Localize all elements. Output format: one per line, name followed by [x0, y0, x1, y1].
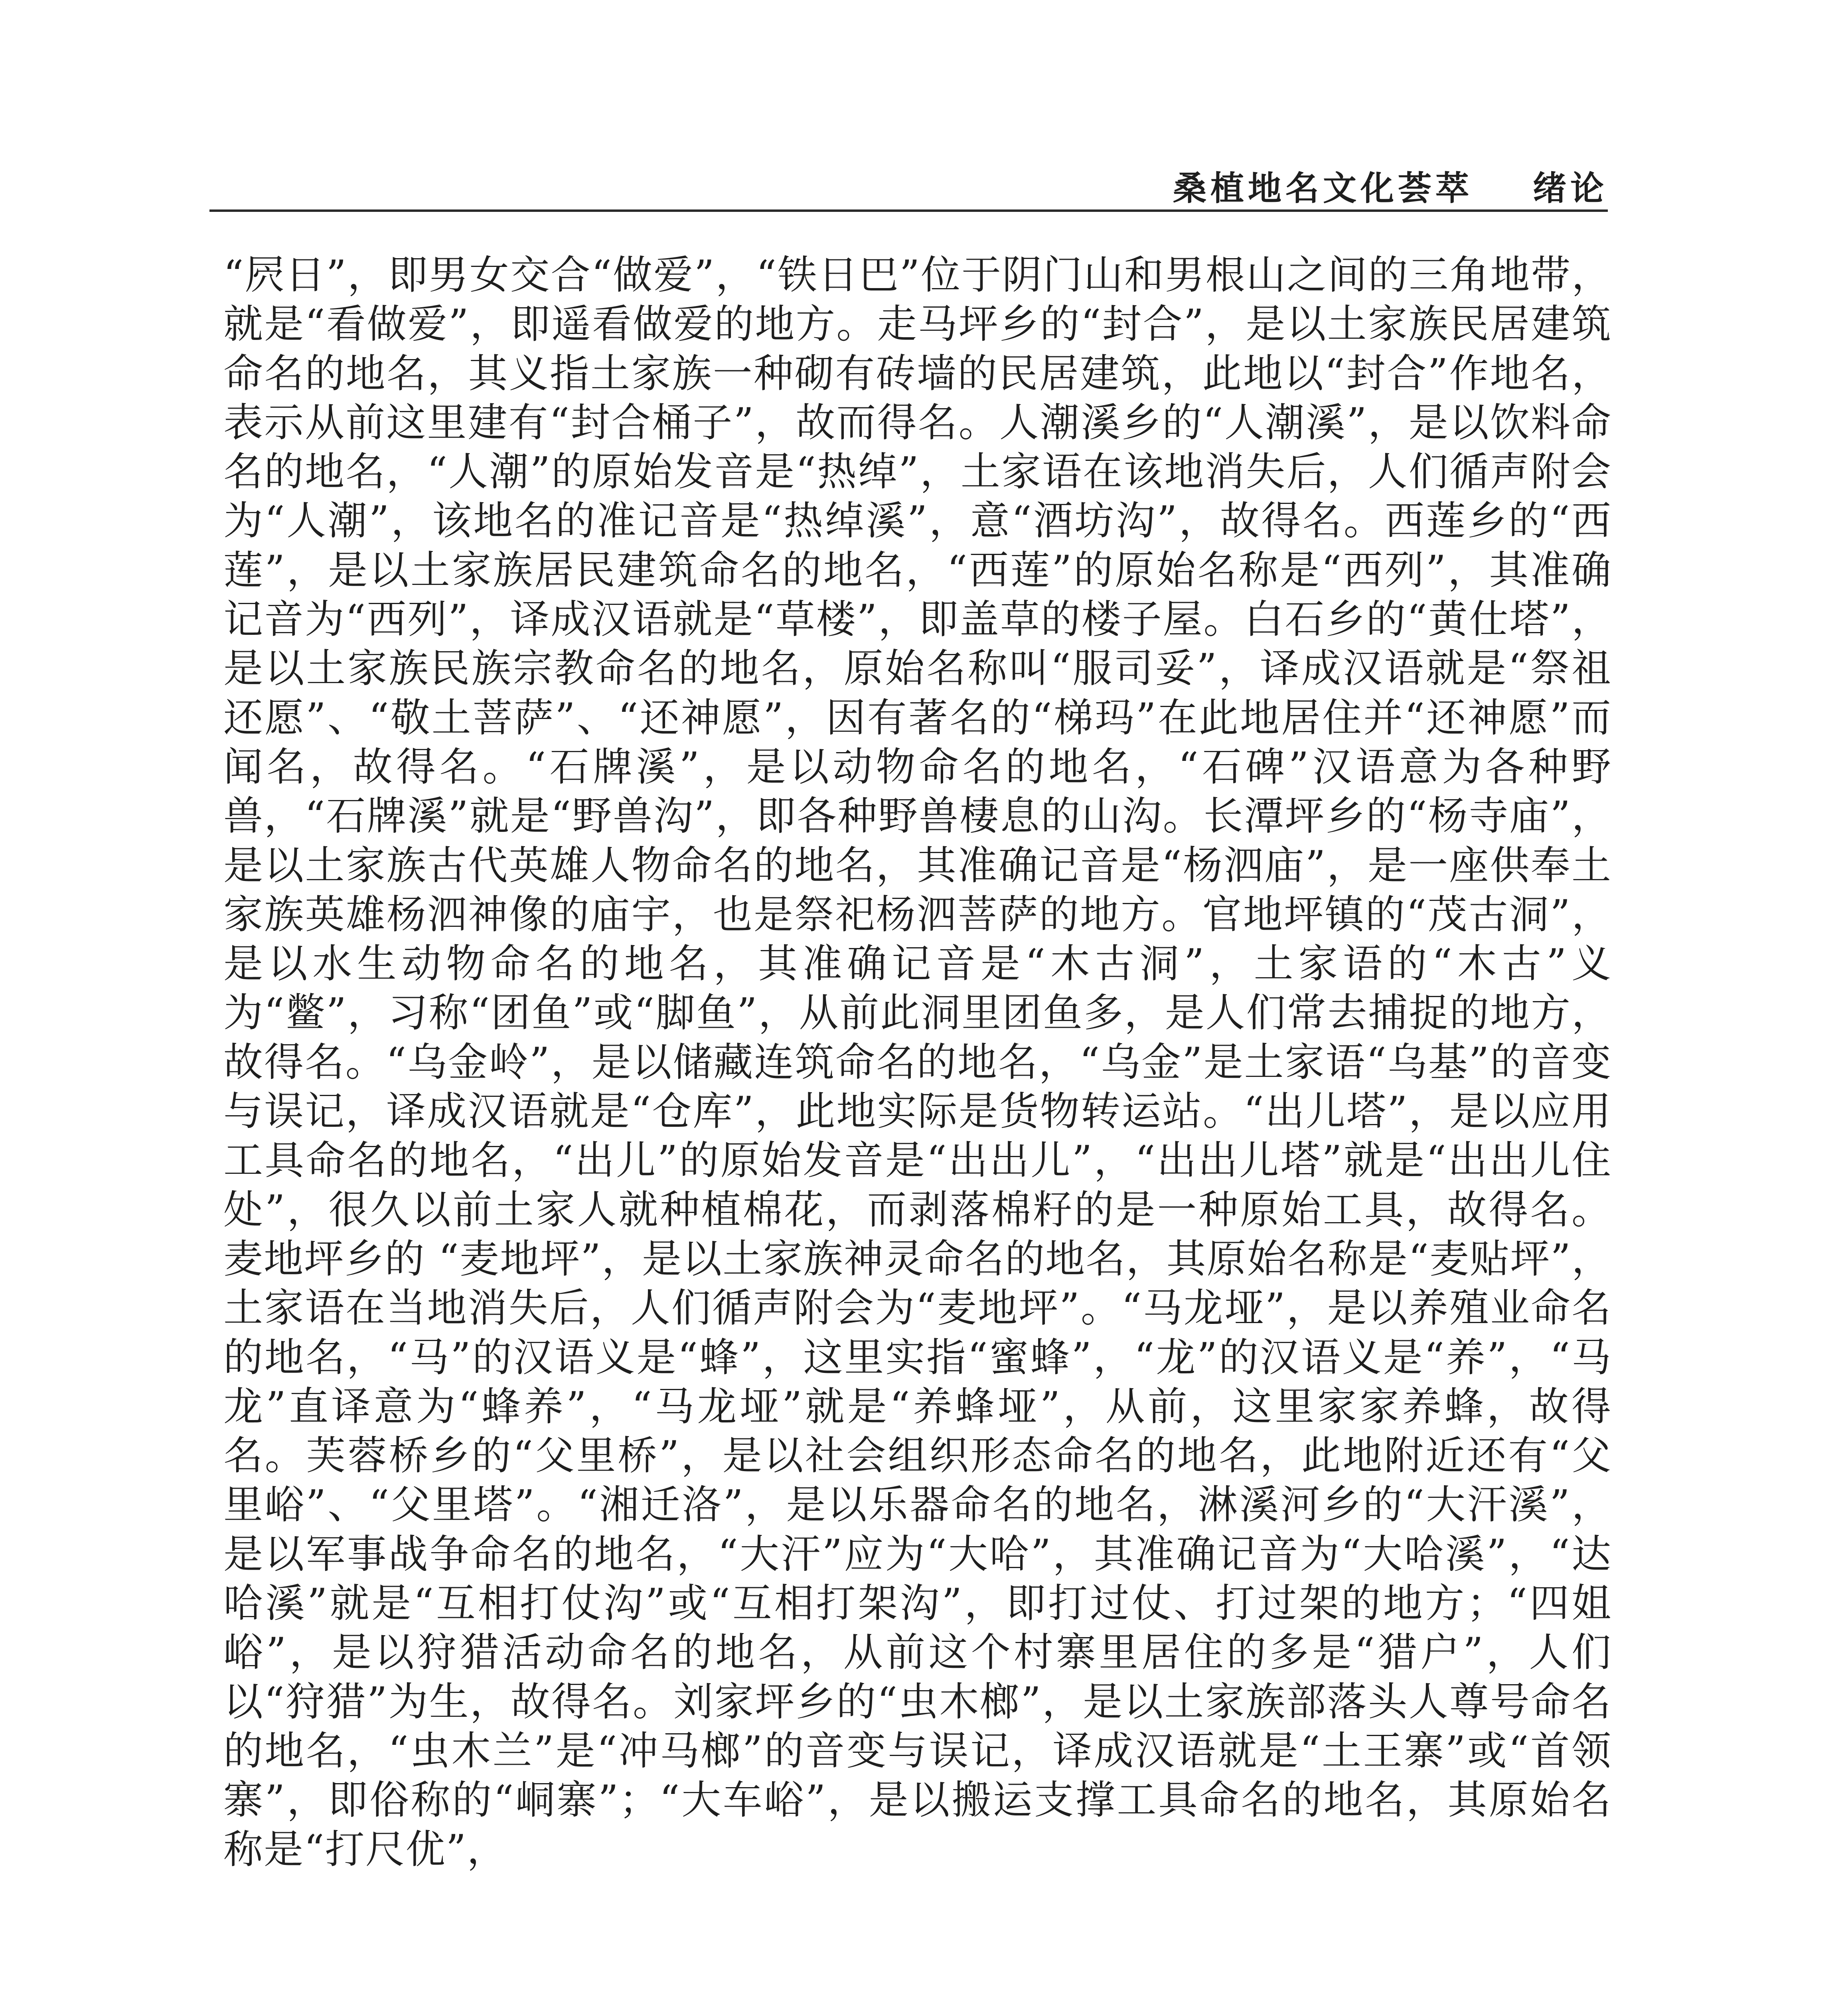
body-paragraph: “屄日”，即男女交合“做爱”，“铁日巴”位于阴门山和男根山之间的三角地带，就是“看做爱”，即遥看做爱的地方。走马坪乡的“封合”，是以土家族民居建筑命名的地名，其义指土家族一种砌有砖墙的民居建筑，此地以“封合”作地名，表示从前这里建有“封合桶子”，故而得名。人潮溪乡的“人潮溪”，是以饮料命名的地名，“人潮”的原始发音是“热绰”，土家语在该地消失后，人们循声附会为“人潮”，该地名的准记音是“热绰溪”，意“酒坊沟”，故得名。西莲乡的“西莲”，是以土家族居民建筑命名的地名，“西莲”的原始名称是“西列”，其准确记音为“西列”，译成汉语就是“草楼”，即盖草的楼子屋。白石乡的“黄仕塔”，是以土家族民族宗教命名的地名，原始名称叫“服司妥”，译成汉语就是“祭祖还愿”、“敬土菩萨”、“还神愿”，因有著名的“梯玛”在此地居住并“还神愿”而闻名，故得名。“石牌溪”，是以动物命名的地名，“石碑”汉语意为各种野兽，“石牌溪”就是“野兽沟”，即各种野兽棲息的山沟。长潭坪乡的“杨寺庙”，是以土家族古代英雄人物命名的地名，其准确记音是“杨泗庙”，是一座供奉土家族英雄杨泗神像的庙宇，也是祭祀杨泗菩萨的地方。官地坪镇的“茂古洞”，是以水生动物命名的地名，其准确记音是“木古洞”，土家语的“木古”义为“鳖”，习称“团鱼”或“脚鱼”，从前此洞里团鱼多，是人们常去捕捉的地方，故得名。“乌金岭”，是以储藏连筑命名的地名，“乌金”是土家语“乌基”的音变与误记，译成汉语就是“仓库”，此地实际是货物转运站。“出儿塔”，是以应用工具命名的地名，“出儿”的原始发音是“出出儿”，“出出儿塔”就是“出出儿住处”，很久以前土家人就种植棉花，而剥落棉籽的是一种原始工具，故得名。麦地坪乡的 “麦地坪”，是以土家族神灵命名的地名，其原始名称是“麦贴坪”，土家语在当地消失后，人们循声附会为“麦地坪”。“马龙垭”，是以养殖业命名的地名，“马”的汉语义是“蜂”，这里实指“蜜蜂”，“龙”的汉语义是“养”，“马龙”直译意为“蜂养”，“马龙垭”就是“养蜂垭”，从前，这里家家养蜂，故得名。芙蓉桥乡的“父里桥”，是以社会组织形态命名的地名，此地附近还有“父里峪”、“父里塔”。“湘迁洛”，是以乐器命名的地名，淋溪河乡的“大汗溪”，是以军事战争命名的地名，“大汗”应为“大哈”，其准确记音为“大哈溪”，“达哈溪”就是“互相打仗沟”或“互相打架沟”，即打过仗、打过架的地方；“四姐峪”，是以狩猎活动命名的地名，从前这个村寨里居住的多是“猎户”，人们以“狩猎”为生，故得名。刘家坪乡的“虫木榔”，是以土家族部落头人尊号命名的地名，“虫木兰”是“冲马榔”的音变与误记，译成汉语就是“土王寨”或“首领寨”，即俗称的“峒寨”；“大车峪”，是以搬运支撑工具命名的地名，其原始名称是“打尺优”，: [223, 252, 1612, 1873]
book-title: 桑植地名文化荟萃: [1173, 169, 1473, 208]
chapter-title: 绪论: [1532, 169, 1608, 208]
running-header: [209, 158, 1608, 212]
header-title: [1173, 162, 1608, 210]
body-text: [223, 251, 1612, 1874]
